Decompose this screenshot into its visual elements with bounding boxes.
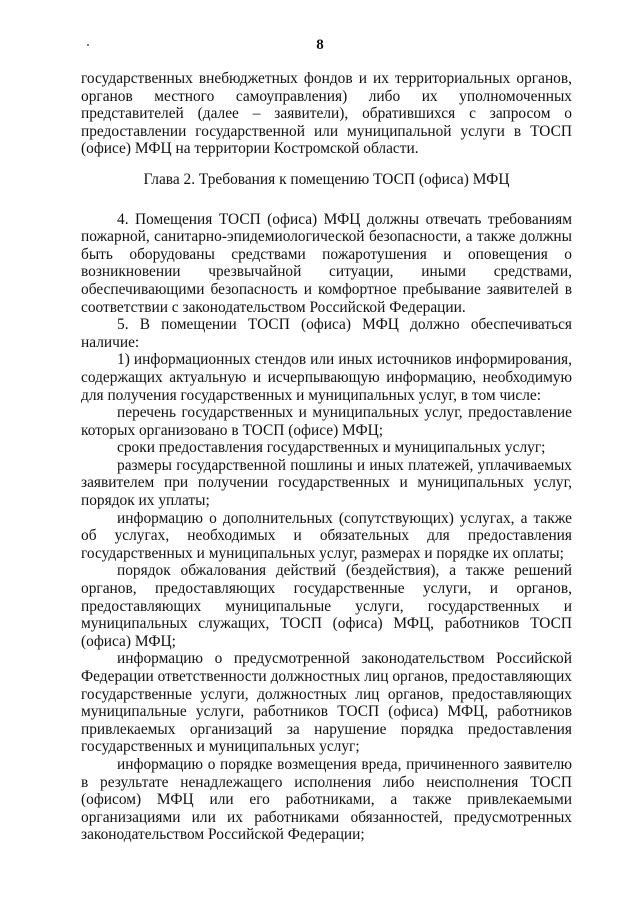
paragraph-continuation: государственных внебюджетных фондов и их территориальных органов, органов местного самоуправления) либо их уполномоченных представителей (далее – заявители), обратившихся с запросом о предоставлении государственной или муниципальной услуги в ТОСП (офисе) МФЦ на территории Костромской области.	[81, 70, 572, 158]
paragraph-item-4: 4. Помещения ТОСП (офиса) МФЦ должны отвечать требованиям пожарной, санитарно-эпидемиологической безопасности, а также должны быть оборудованы средствами пожаротушения и оповещения о возникновении чрезвычайной ситуации, иными средствами, обеспечивающими безопасность и комфортное пребывание заявителей в соответствии с законодательством Российской Федерации.	[81, 210, 572, 316]
paragraph-list-entry: информацию о порядке возмещения вреда, причиненного заявителю в результате ненадлежащего исполнения либо неисполнения ТОСП (офисом) МФЦ или его работниками, а также привлекаемыми организациями или их работниками обязанностей, предусмотренных законодательством Российской Федерации;	[81, 755, 572, 844]
paragraph-list-entry: сроки предоставления государственных и муниципальных услуг;	[117, 439, 546, 457]
paragraph-list-entry: перечень государственных и муниципальных услуг, предоставление которых организовано в ТОСП (офисе) МФЦ;	[81, 404, 572, 439]
paragraph-subitem-1: 1) информационных стендов или иных источников информирования, содержащих актуальную и исчерпывающую информацию, необходимую для получения государственных и муниципальных услуг, в том числе:	[81, 351, 572, 404]
page-number: 8	[316, 37, 324, 53]
paragraph-list-entry: информацию о предусмотренной законодательством Российской Федерации ответственности должностных лиц органов, предоставляющих государственные услуги, должностных лиц органов, предоставляющих муниципальные услуги, работников ТОСП (офиса) МФЦ, работников привлекаемых организаций за нарушение порядка предоставления государственных и муниципальных услуг;	[81, 650, 572, 756]
paragraph-list-entry: размеры государственной пошлины и иных платежей, уплачиваемых заявителем при получении государственных и муниципальных услуг, порядок их уплаты;	[81, 456, 572, 510]
document-body	[81, 70, 572, 844]
paragraph-list-entry: порядок обжалования действий (бездействия), а также решений органов, предоставляющих государственные услуги, и органов, предоставляющих муниципальные услуги, государственных и муниципальных служащих, ТОСП (офиса) МФЦ, работников ТОСП (офиса) МФЦ;	[81, 562, 572, 650]
paragraph-item-5: 5. В помещении ТОСП (офиса) МФЦ должно обеспечиваться наличие:	[81, 316, 572, 351]
chapter-heading: Глава 2. Требования к помещению ТОСП (офиса) МФЦ	[143, 170, 510, 188]
paragraph-list-entry: информацию о дополнительных (сопутствующих) услугах, а также об услугах, необходимых и обязательных для предоставления государственных и муниципальных услуг, размерах и порядке их оплаты;	[81, 509, 572, 562]
